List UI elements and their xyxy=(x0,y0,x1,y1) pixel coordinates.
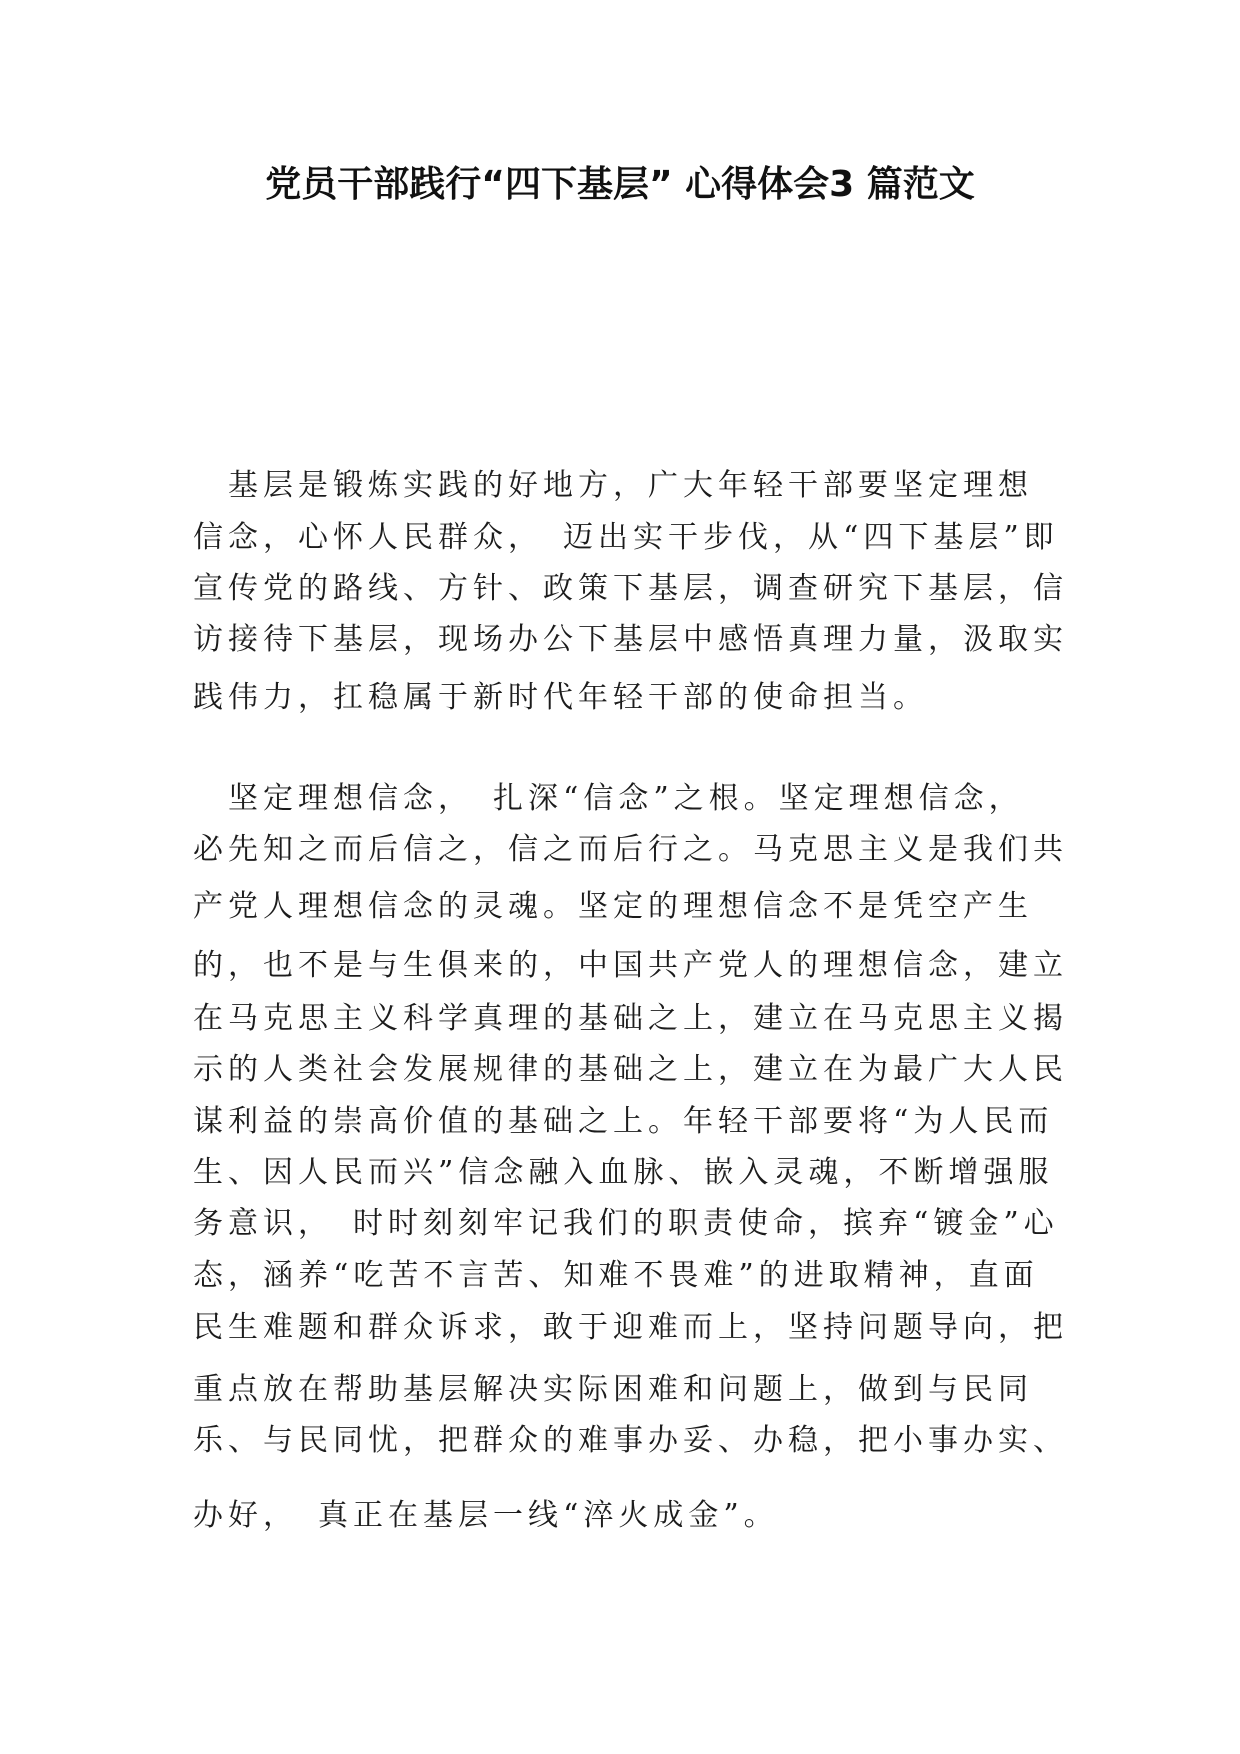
paragraph-2-line-12: 重点放在帮助基层解决实际困难和问题上，做到与民同 xyxy=(193,1372,1033,1407)
paragraph-1-line-4: 访接待下基层，现场办公下基层中感悟真理力量，汲取实 xyxy=(193,622,1068,657)
paragraph-2-line-6: 示的人类社会发展规律的基础之上，建立在为最广大人民 xyxy=(193,1052,1068,1087)
paragraph-2-line-2: 必先知之而后信之，信之而后行之。马克思主义是我们共 xyxy=(193,832,1068,867)
paragraph-2-line-10: 态，涵养“吃苦不言苦、知难不畏难”的进取精神，直面 xyxy=(193,1258,1039,1293)
paragraph-1-line-5: 践伟力，扛稳属于新时代年轻干部的使命担当。 xyxy=(193,680,928,715)
paragraph-2-line-13: 乐、与民同忧，把群众的难事办妥、办稳，把小事办实、 xyxy=(193,1423,1068,1458)
paragraph-2-line-3: 产党人理想信念的灵魂。坚定的理想信念不是凭空产生 xyxy=(193,889,1033,924)
paragraph-1-line-3: 宣传党的路线、方针、政策下基层，调查研究下基层，信 xyxy=(193,571,1068,606)
paragraph-1-line-2: 信念，心怀人民群众， 迈出实干步伐，从“四下基层”即 xyxy=(193,520,1059,555)
paragraph-2-line-9: 务意识， 时时刻刻牢记我们的职责使命，摈弃“镀金”心 xyxy=(193,1206,1059,1241)
paragraph-2-line-14: 办好， 真正在基层一线“淬火成金”。 xyxy=(193,1498,779,1533)
paragraph-2-line-7: 谋利益的崇高价值的基础之上。年轻干部要将“为人民而 xyxy=(193,1104,1054,1139)
paragraph-2-line-5: 在马克思主义科学真理的基础之上，建立在马克思主义揭 xyxy=(193,1001,1068,1036)
paragraph-2-line-8: 生、因人民而兴”信念融入血脉、嵌入灵魂，不断增强服 xyxy=(193,1155,1054,1190)
paragraph-2-line-4: 的，也不是与生俱来的，中国共产党人的理想信念，建立 xyxy=(193,948,1068,983)
document-title: 党员干部践行“四下基层” 心得体会3 篇范文 xyxy=(265,164,975,205)
paragraph-1-line-1: 基层是锻炼实践的好地方，广大年轻干部要坚定理想 xyxy=(193,468,1033,503)
paragraph-2-line-11: 民生难题和群众诉求，敢于迎难而上，坚持问题导向，把 xyxy=(193,1310,1068,1345)
paragraph-2-line-1: 坚定理想信念， 扎深“信念”之根。坚定理想信念， xyxy=(193,781,1024,816)
